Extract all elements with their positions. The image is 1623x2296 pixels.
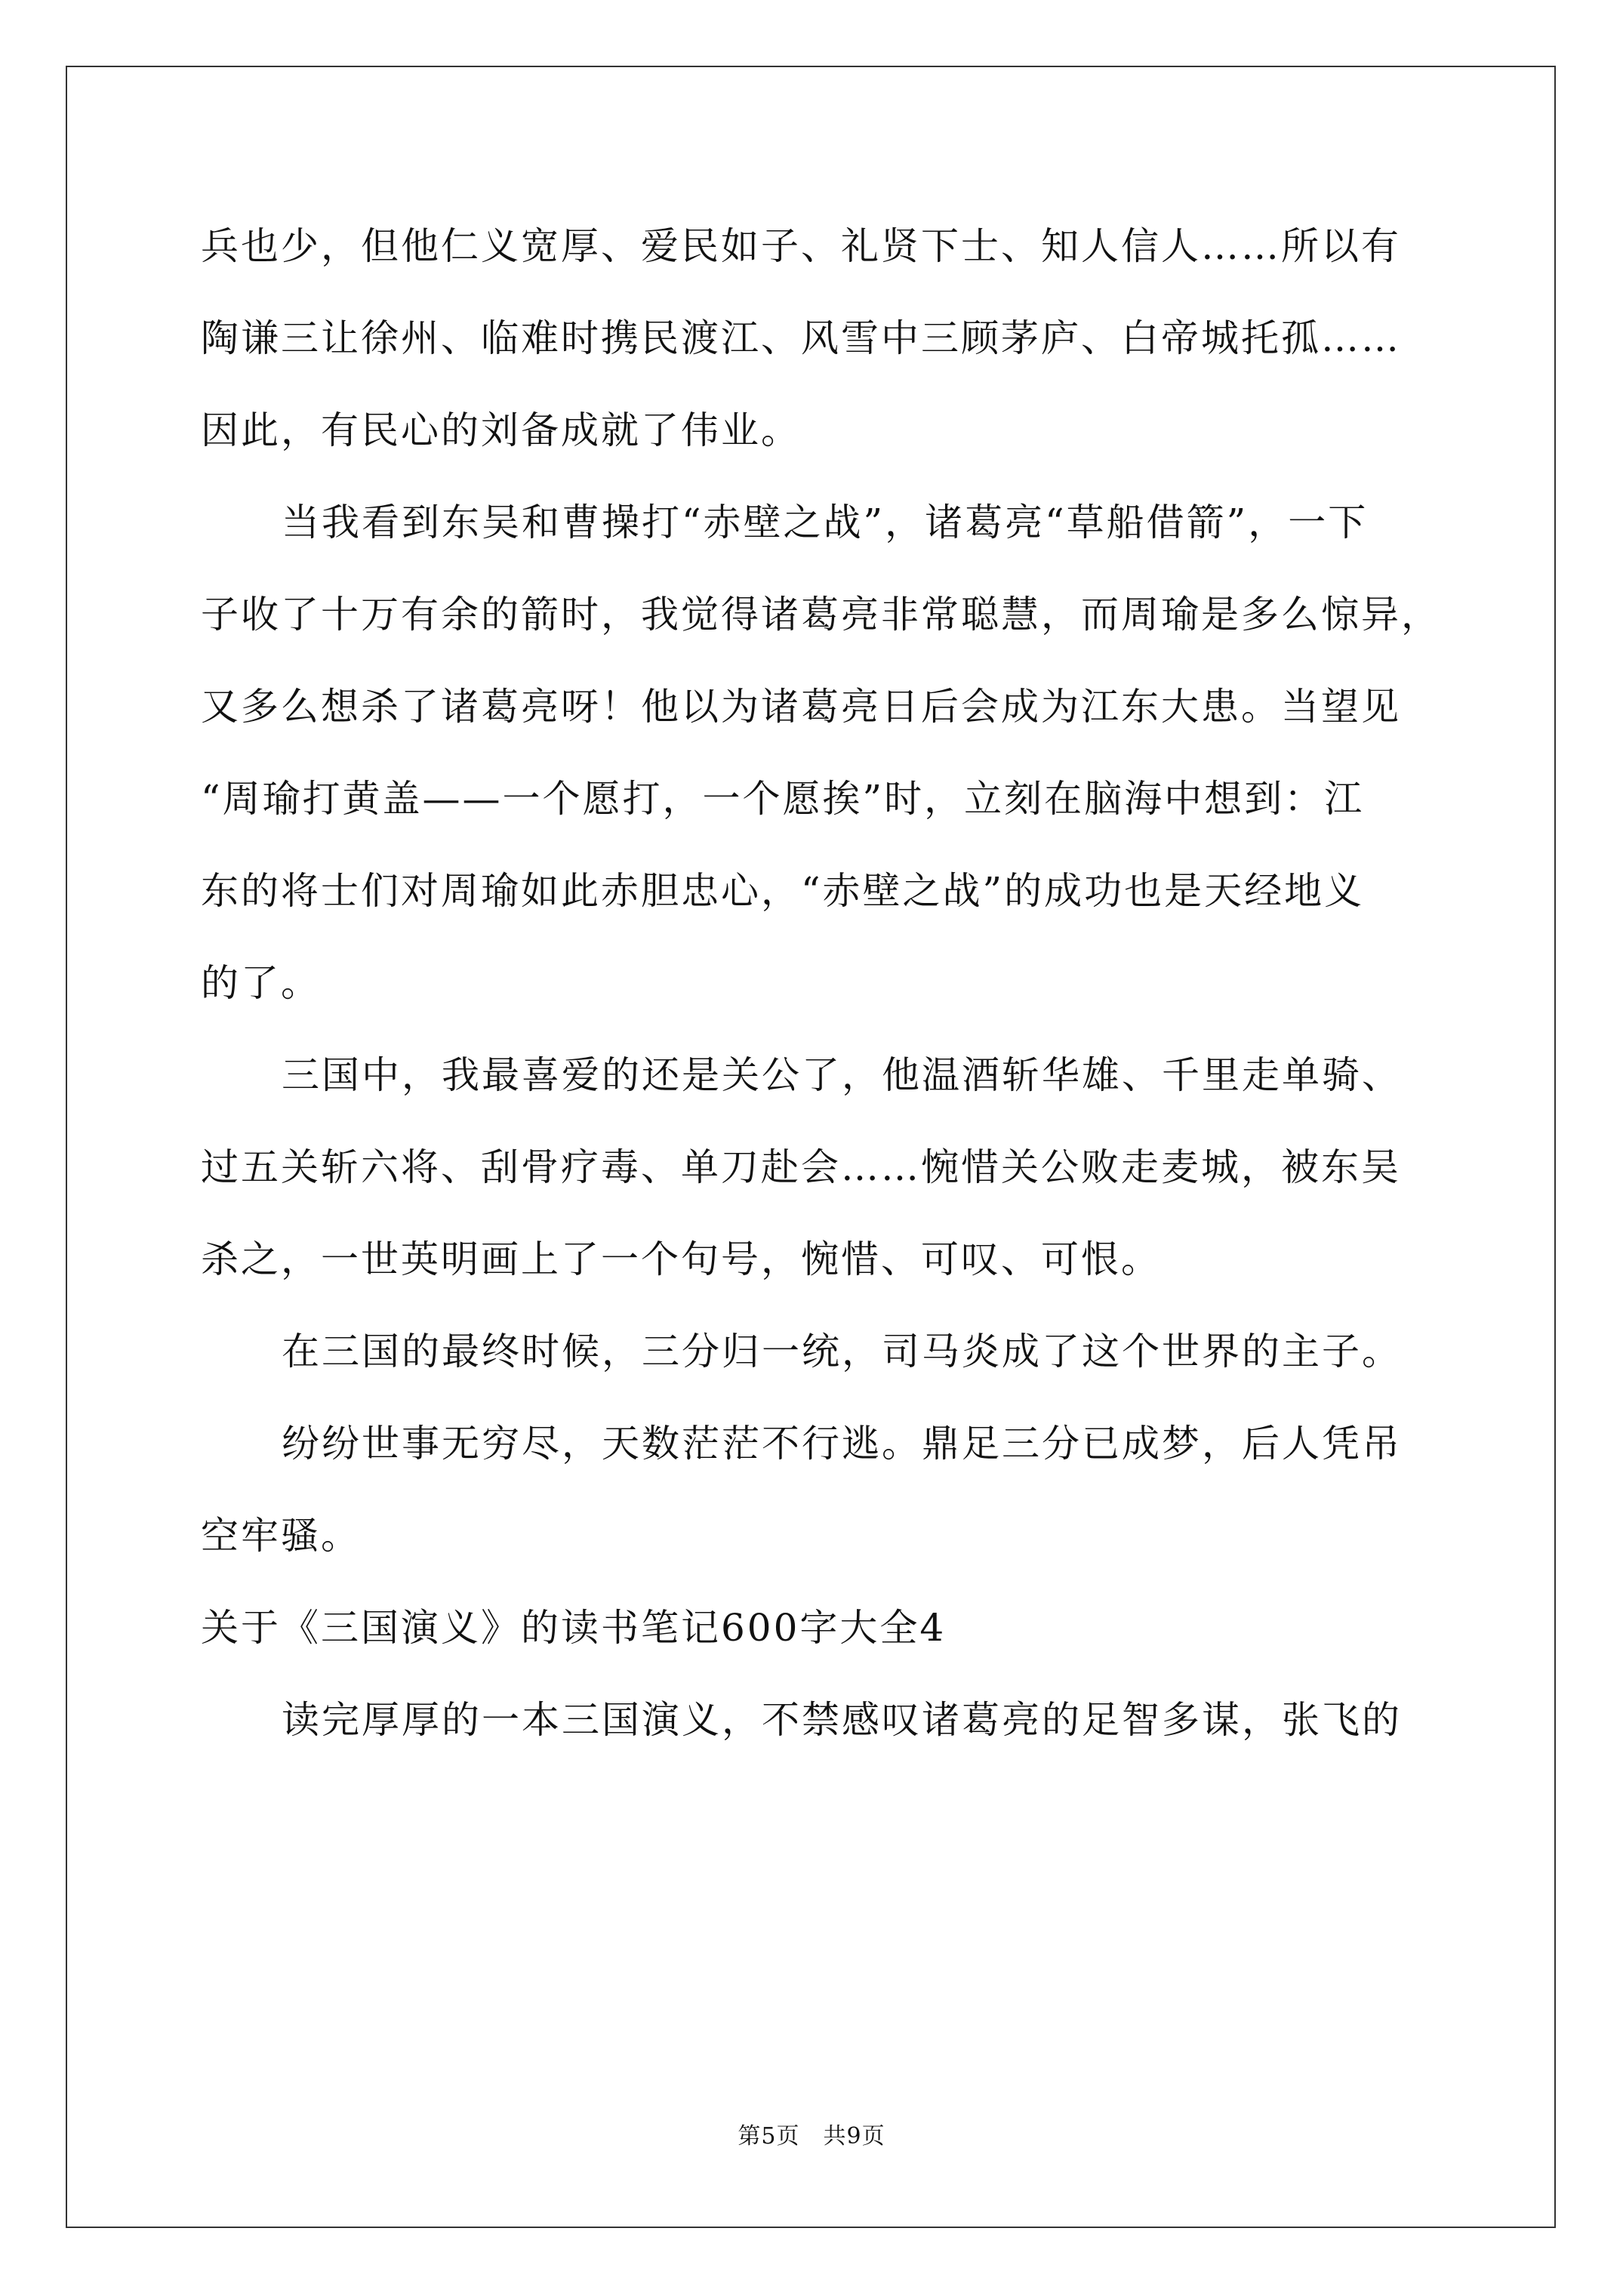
body-text-line: 陶谦三让徐州、临难时携民渡江、风雪中三顾茅庐、白帝城托孤…… xyxy=(201,316,1401,360)
section-heading: 关于《三国演义》的读书笔记600字大全4 xyxy=(201,1606,947,1650)
body-text-line: 空牢骚。 xyxy=(201,1514,361,1558)
body-text-line: 子收了十万有余的箭时，我觉得诸葛亮非常聪慧，而周瑜是多么惊异， xyxy=(201,593,1441,636)
body-text-line: 因此，有民心的刘备成就了伟业。 xyxy=(201,408,801,452)
body-text-line: 又多么想杀了诸葛亮呀！他以为诸葛亮日后会成为江东大患。当望见 xyxy=(201,685,1401,729)
body-text-line: 杀之，一世英明画上了一个句号，惋惜、可叹、可恨。 xyxy=(201,1237,1161,1281)
body-text-line: 兵也少，但他仁义宽厚、爱民如子、礼贤下士、知人信人……所以有 xyxy=(201,224,1401,268)
body-text-line: 的了。 xyxy=(201,961,321,1005)
page-number-footer: 第5页 共9页 xyxy=(738,2123,885,2150)
paragraph-start-line: 三国中，我最喜爱的还是关公了，他温酒斩华雄、千里走单骑、 xyxy=(282,1053,1402,1097)
paragraph-start-line: 读完厚厚的一本三国演义，不禁感叹诸葛亮的足智多谋，张飞的 xyxy=(282,1698,1402,1742)
body-text-line: 过五关斩六将、刮骨疗毒、单刀赴会……惋惜关公败走麦城，被东吴 xyxy=(201,1145,1401,1189)
body-text-line: 东的将士们对周瑜如此赤胆忠心，“赤壁之战”的成功也是天经地义 xyxy=(201,869,1365,913)
paragraph-start-line: 当我看到东吴和曹操打“赤壁之战”，诸葛亮“草船借箭”，一下 xyxy=(282,501,1369,544)
paragraph-start-line: 在三国的最终时候，三分归一统，司马炎成了这个世界的主子。 xyxy=(282,1330,1402,1373)
paragraph-start-line: 纷纷世事无穷尽，天数茫茫不行逃。鼎足三分已成梦，后人凭吊 xyxy=(282,1422,1402,1465)
body-text-line: “周瑜打黄盖——一个愿打，一个愿挨”时，立刻在脑海中想到：江 xyxy=(201,777,1365,821)
